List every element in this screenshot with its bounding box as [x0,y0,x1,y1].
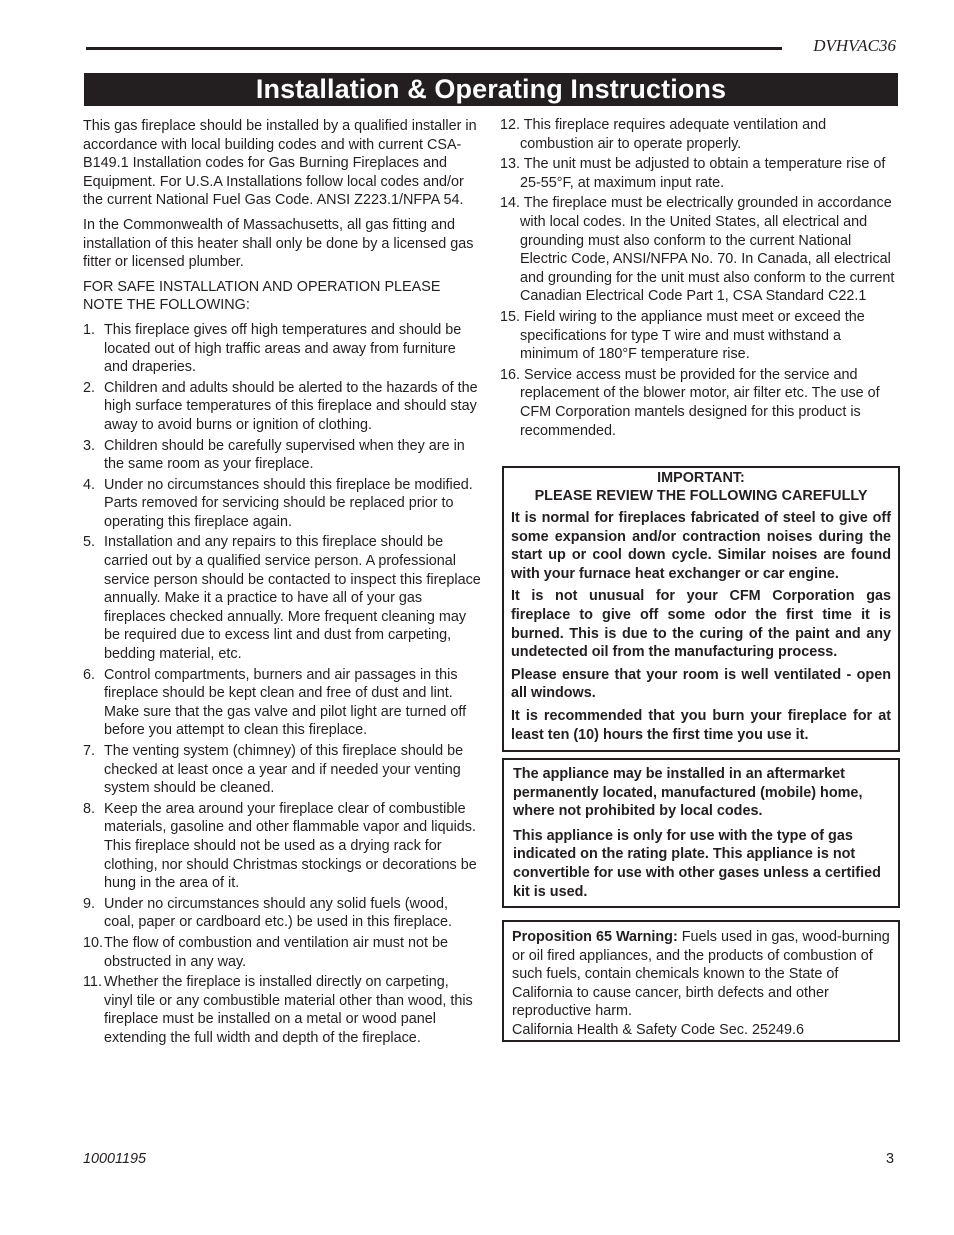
item-text: The flow of combustion and ventilation air must not be obstructed in any way. [104,934,448,970]
intro-paragraph: FOR SAFE INSTALLATION AND OPERATION PLEASE NOTE THE FOLLOWING: [83,278,441,314]
instruction-list-left [83,321,481,1048]
item-number: 3. [83,437,96,454]
item-text: Children and adults should be alerted to the hazards of the high surface temperatures of this fireplace and should stay away to avoid burns or ignition of clothing. [104,379,478,433]
item-number: 6. [83,666,96,683]
title-banner [84,73,898,106]
mobile-home-notice-box [502,758,900,908]
important-notice-box [502,466,900,752]
item-number: 13. [500,156,521,173]
item-text: Control compartments, burners and air passages in this fireplace should be kept clean and free of dust and lint. Make sure that the gas valve and pilot light are turned off before you attempt to clean this fireplace. [104,666,467,739]
right-column [500,116,902,442]
intro-paragraph: This gas fireplace should be installed by a qualified installer in accordance with local building codes and with current CSA-B149.1 Installation codes for Gas Burning Fireplaces and Equipment. For U.S.A Installations follow local codes and/or the current National Fuel Gas Code. ANSI Z223.1/NFPA 54. [83,118,477,209]
header-rule [86,47,782,50]
item-number: 16. [500,366,521,383]
item-text: The venting system (chimney) of this fireplace should be checked at least once a year and if needed your venting system should be cleaned. [104,743,464,797]
intro-paragraph: In the Commonwealth of Massachusetts, all gas fitting and installation of this heater shall only be done by a licensed gas fitter or licensed plumber. [83,216,474,271]
list-item [83,742,481,798]
list-item [500,308,902,364]
item-text: Field wiring to the appliance must meet or exceed the specifications for type T wire and must withstand a minimum of 180°F temperature rise. [520,308,865,363]
list-item [83,973,481,1047]
prop65-code: California Health & Safety Code Sec. 25249.6 [512,1021,804,1038]
list-item [500,155,902,192]
list-item [500,116,902,153]
document-number: 10001195 [83,1151,146,1167]
item-text: Keep the area around your fireplace clear of combustible materials, gasoline and other flammable vapor and liquids. This fireplace should not be used as a drying rack for clothing, nor should Christmas stockings or decorations be hung in the area of it. [104,800,477,892]
review-label: PLEASE REVIEW THE FOLLOWING CAREFULLY [534,488,868,504]
important-paragraph: It is normal for fireplaces fabricated of steel to give off some expansion and/or contraction noises during the start up or cool down cycle. Similar noises are found with your furnace heat exchanger or car engine. [511,510,891,582]
gas-type-paragraph: This appliance is only for use with the type of gas indicated on the rating plate. This appliance is not convertible for use with other gases unless a certified kit is used. [513,827,881,900]
list-item [83,379,481,435]
model-number: DVHVAC36 [813,36,896,55]
item-text: Under no circumstances should this fireplace be modified. Parts removed for servicing should be replaced prior to operating this fireplace again. [104,476,473,530]
important-heading [511,469,891,505]
list-item [83,666,481,740]
item-number: 5. [83,534,96,551]
item-number: 12. [500,117,521,133]
item-text: Whether the fireplace is installed directly on carpeting, vinyl tile or any combustible material other than wood, this fireplace must be installed on a metal or wood panel extending the full width and depth of the fireplace. [104,974,473,1046]
list-item [83,437,481,474]
important-label: IMPORTANT: [657,470,745,486]
item-text: The unit must be adjusted to obtain a temperature rise of 25-55°F, at maximum input rate. [520,156,886,191]
item-text: This fireplace requires adequate ventilation and combustion air to operate properly. [520,117,827,152]
list-item [500,366,902,440]
prop65-label: Proposition 65 Warning: [512,929,678,945]
list-item [500,194,902,306]
mobile-paragraph: The appliance may be installed in an aftermarket permanently located, manufactured (mobile) home, where not prohibited by local codes. [513,766,863,820]
item-text: The fireplace must be electrically grounded in accordance with local codes. In the United States, all electrical and grounding must also conform to the current National Electric Code, ANSI/NFPA No. 70. In Canada, all electrical and grounding for the unit must also conform to the current Canadian Electrical Code Part 1, CSA Standard C22.1 [520,195,895,305]
item-number: 1. [83,321,96,338]
list-item [83,895,481,932]
item-text: This fireplace gives off high temperatures and should be located out of high traffic areas and away from furniture and draperies. [104,321,462,376]
item-text: Installation and any repairs to this fireplace should be carried out by a qualified service person. A professional service person should be contacted to inspect this fireplace annually. Make it a practice to have all of your gas fireplaces checked annually. More frequent cleaning may be required due to excess lint and dust from carpeting, bedding material, etc. [104,534,481,663]
item-number: 8. [83,800,96,817]
important-paragraph: Please ensure that your room is well ventilated - open all windows. [511,666,891,702]
item-number: 11. [83,974,102,991]
page-number: 3 [886,1151,895,1167]
prop65-text: Fuels used in gas, wood-burning or oil fired appliances, and the products of combustion of such fuels, contain chemicals known to the State of California to cause cancer, birth defects and other reproductive harm. [512,929,890,1020]
list-item [83,476,481,532]
important-paragraph: It is not unusual for your CFM Corporation gas fireplace to give off some odor the first time it is burned. This is due to the curing of the paint and any undetected oil from the manufacturing process. [511,588,891,661]
prop65-warning-box [502,920,900,1042]
important-paragraph: It is recommended that you burn your fireplace for at least ten (10) hours the first time you use it. [511,707,891,743]
item-number: 2. [83,379,96,396]
list-item [83,533,481,663]
item-number: 15. [500,308,521,325]
list-item [83,800,481,893]
item-number: 7. [83,743,96,759]
instruction-list-right [500,116,902,440]
list-item [83,321,481,377]
item-number: 10. [83,934,104,951]
item-text: Service access must be provided for the service and replacement of the blower motor, air filter etc. The use of CFM Corporation mantels designed for this product is recommended. [520,366,880,439]
item-number: 4. [83,476,96,493]
list-item [83,934,481,971]
prop65-paragraph [512,928,890,1021]
page-title: Installation & Operating Instructions [255,74,727,104]
item-text: Children should be carefully supervised when they are in the same room as your fireplace. [104,437,465,473]
item-number: 9. [83,895,96,912]
left-column [83,117,481,1050]
item-number: 14. [500,195,521,212]
item-text: Under no circumstances should any solid fuels (wood, coal, paper or cardboard etc.) be used in this fireplace. [104,895,452,931]
